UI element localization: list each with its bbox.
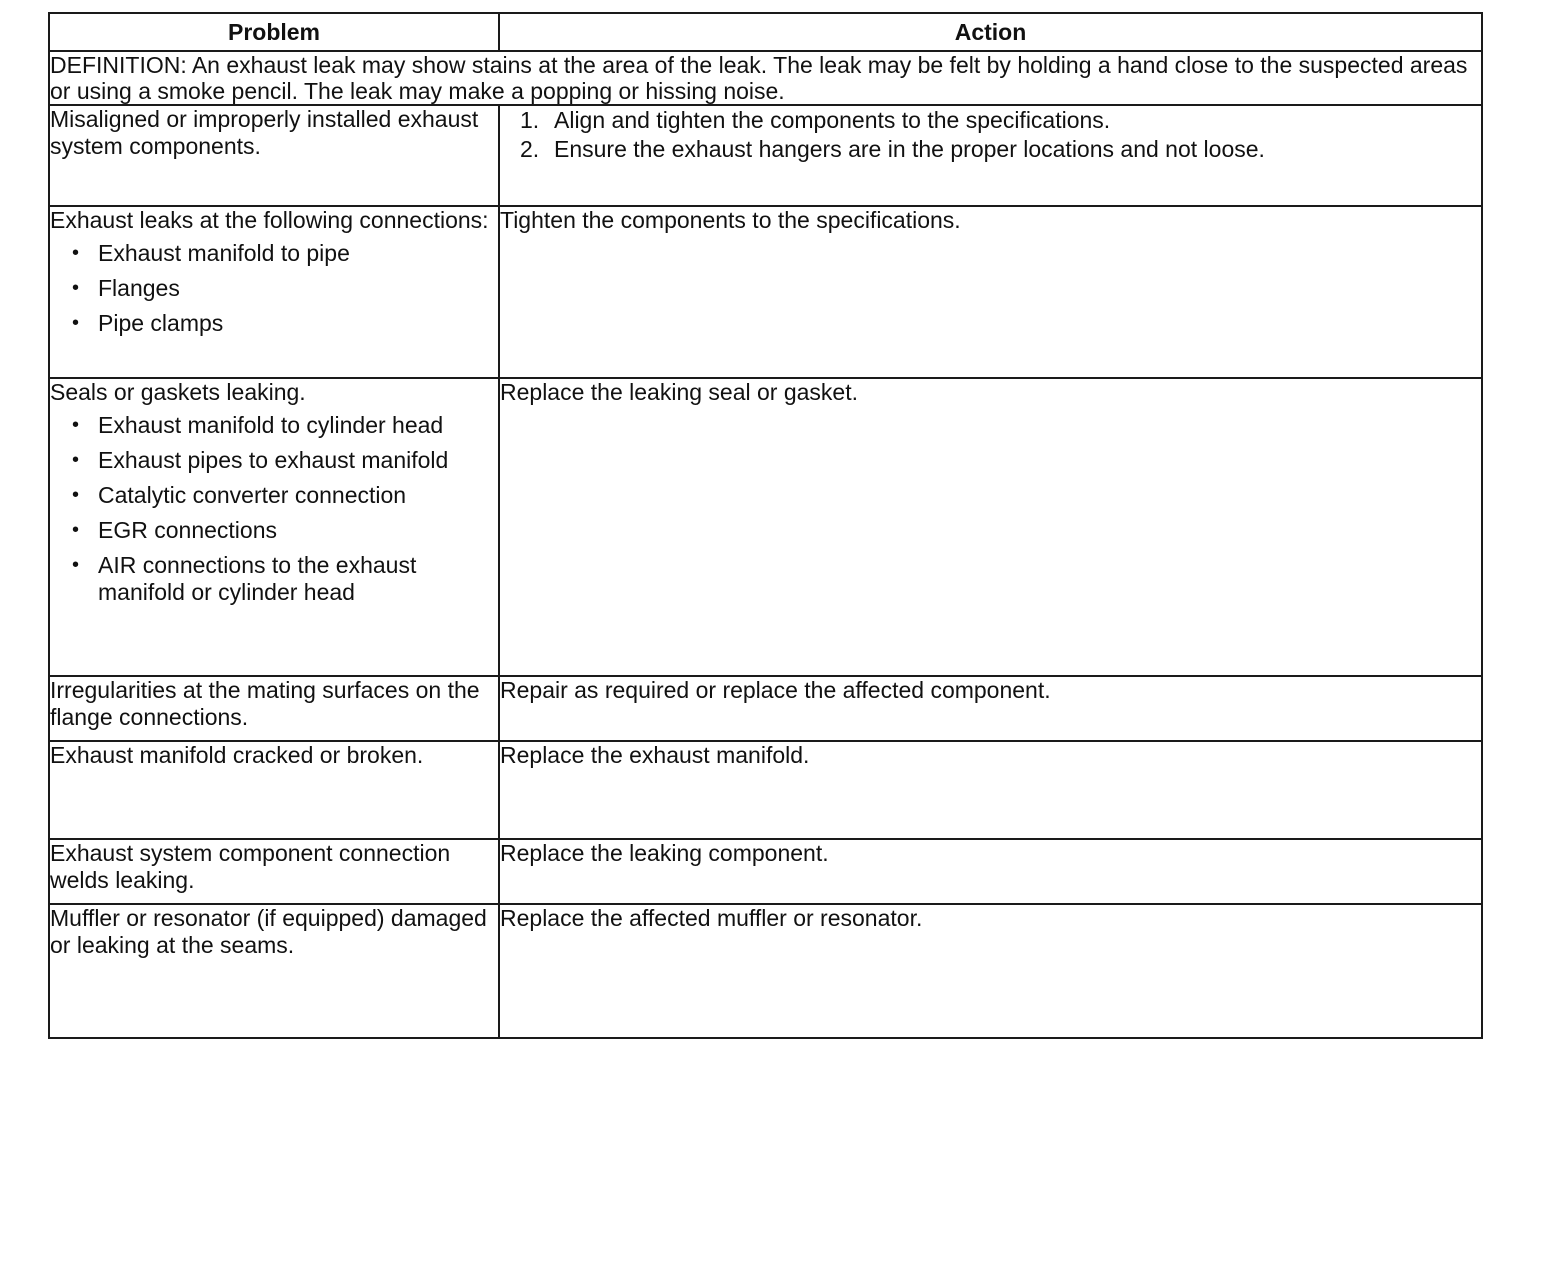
bullet-icon: • [72, 554, 80, 576]
action-cell [499, 676, 1482, 741]
problem-cell [49, 105, 499, 206]
action-text: Replace the exhaust manifold. [500, 742, 810, 768]
action-column-header: Action [499, 13, 1482, 51]
action-cell [499, 105, 1482, 206]
table-row [49, 741, 1482, 839]
header-row [49, 13, 1482, 51]
list-item: • EGR connections [72, 517, 277, 543]
bullet-icon: • [72, 277, 80, 299]
action-step [520, 135, 1481, 164]
bullet-icon: • [72, 519, 80, 541]
list-item: • AIR connections to the exhaust manifold or cylinder head [72, 552, 417, 605]
problem-text: Misaligned or improperly installed exhaust system components. [50, 106, 479, 159]
table-row [49, 105, 1482, 206]
action-step [520, 106, 1481, 135]
problem-text: Seals or gaskets leaking. [50, 379, 306, 405]
table-row [49, 676, 1482, 741]
problem-column-header: Problem [49, 13, 499, 51]
problem-text: Irregularities at the mating surfaces on the flange connections. [50, 677, 480, 730]
list-item: • Pipe clamps [72, 310, 224, 336]
action-cell [499, 741, 1482, 839]
problem-cell [49, 676, 499, 741]
action-cell [499, 839, 1482, 904]
action-text: Replace the affected muffler or resonator. [500, 905, 923, 931]
action-text: Repair as required or replace the affected component. [500, 677, 1051, 703]
table-row [49, 378, 1482, 676]
bullet-icon: • [72, 449, 80, 471]
action-text: Tighten the components to the specifications. [500, 207, 961, 233]
problem-bullets [50, 240, 498, 337]
problem-text: Exhaust system component connection welds leaking. [50, 840, 451, 893]
list-item: • Exhaust manifold to cylinder head [72, 412, 444, 438]
diagnostic-table [48, 12, 1483, 1039]
action-cell [499, 378, 1482, 676]
problem-text: Exhaust manifold cracked or broken. [50, 742, 424, 768]
problem-text: Muffler or resonator (if equipped) damaged or leaking at the seams. [50, 905, 487, 958]
action-text: Replace the leaking component. [500, 840, 829, 866]
action-cell [499, 904, 1482, 1038]
problem-cell [49, 206, 499, 378]
table-row [49, 206, 1482, 378]
step-text: Align and tighten the components to the specifications. [554, 107, 1111, 133]
problem-cell [49, 839, 499, 904]
bullet-icon: • [72, 484, 80, 506]
step-text: Ensure the exhaust hangers are in the proper locations and not loose. [554, 136, 1265, 162]
list-item: • Flanges [72, 275, 180, 301]
problem-text: Exhaust leaks at the following connections: [50, 207, 489, 233]
definition-row [49, 51, 1482, 105]
action-cell [499, 206, 1482, 378]
bullet-icon: • [72, 242, 80, 264]
bullet-icon: • [72, 414, 80, 436]
action-steps [500, 106, 1481, 164]
problem-cell [49, 741, 499, 839]
problem-cell [49, 378, 499, 676]
bullet-icon: • [72, 312, 80, 334]
definition-text: DEFINITION: An exhaust leak may show stains at the area of the leak. The leak may be felt by holding a hand close to the suspected areas or using a smoke pencil. The leak may make a popping or hissing noise. [49, 51, 1482, 105]
table-row [49, 904, 1482, 1038]
table-row [49, 839, 1482, 904]
action-text: Replace the leaking seal or gasket. [500, 379, 858, 405]
step-number: 2. [520, 136, 540, 162]
list-item: • Exhaust pipes to exhaust manifold [72, 447, 449, 473]
list-item: • Catalytic converter connection [72, 482, 407, 508]
list-item: • Exhaust manifold to pipe [72, 240, 350, 266]
problem-bullets [50, 412, 498, 606]
problem-cell [49, 904, 499, 1038]
step-number: 1. [520, 107, 540, 133]
